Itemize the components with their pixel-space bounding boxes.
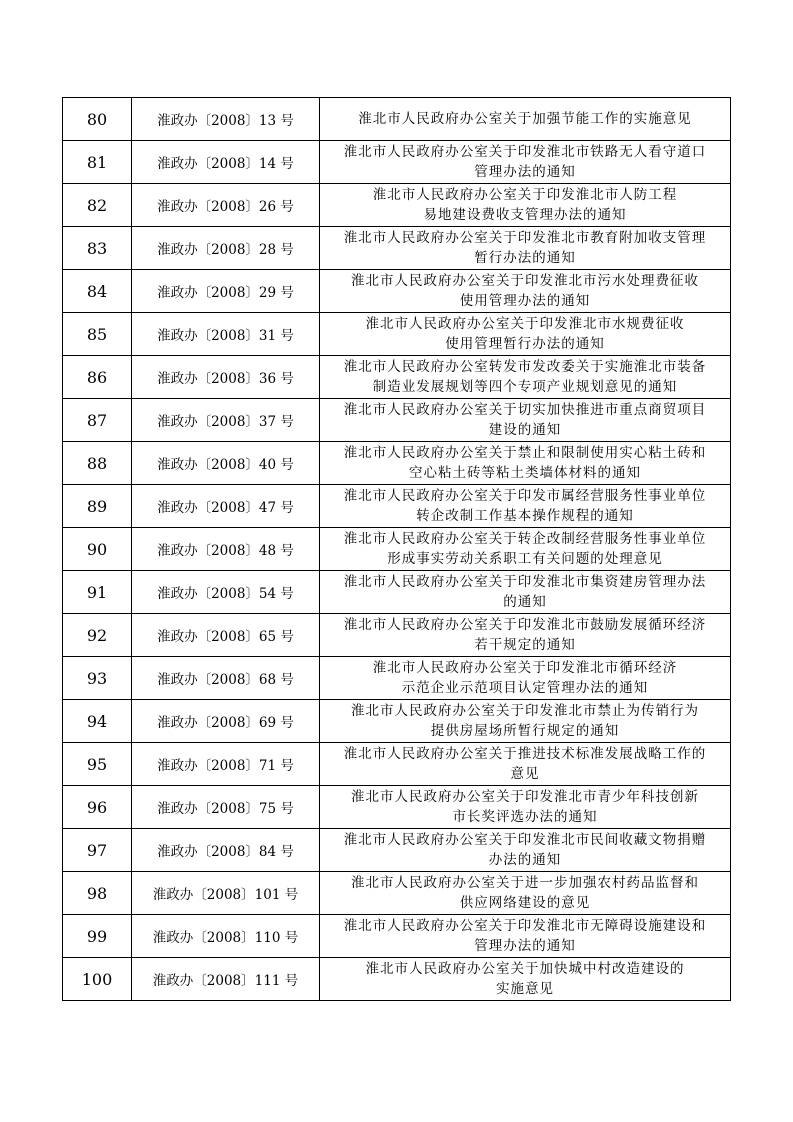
document-title-line: 办法的通知 (488, 852, 562, 868)
table-row (63, 657, 731, 700)
document-title-line: 若干规定的通知 (474, 637, 576, 653)
table-row (63, 313, 731, 356)
document-number: 淮政办〔2008〕37 号 (132, 399, 320, 442)
row-number: 93 (63, 657, 132, 700)
document-title-line: 管理办法的通知 (474, 164, 576, 180)
document-title-line: 淮北市人民政府办公室关于加快城中村改造建设的 (365, 961, 685, 977)
row-number: 98 (63, 872, 132, 915)
document-title (320, 313, 731, 356)
document-title (320, 270, 731, 313)
document-number: 淮政办〔2008〕69 号 (132, 700, 320, 743)
row-number: 95 (63, 743, 132, 786)
table-row (63, 485, 731, 528)
document-title-line: 淮北市人民政府办公室关于印发淮北市民间收藏文物捐赠 (343, 832, 707, 848)
document-title (320, 98, 731, 141)
row-number: 86 (63, 356, 132, 399)
document-number: 淮政办〔2008〕47 号 (132, 485, 320, 528)
document-title (320, 829, 731, 872)
document-title-line: 易地建设费收支管理办法的通知 (423, 207, 627, 223)
document-title (320, 571, 731, 614)
row-number: 96 (63, 786, 132, 829)
document-title-line: 示范企业示范项目认定管理办法的通知 (401, 680, 649, 696)
document-title-line: 淮北市人民政府办公室关于推进技术标准发展战略工作的 (343, 746, 707, 762)
row-number: 82 (63, 184, 132, 227)
document-title-line: 淮北市人民政府办公室关于印发淮北市水规费征收 (365, 316, 685, 332)
table-row (63, 700, 731, 743)
table-row (63, 184, 731, 227)
document-title (320, 227, 731, 270)
document-number: 淮政办〔2008〕36 号 (132, 356, 320, 399)
document-title-line: 意见 (510, 766, 540, 782)
document-title-line: 淮北市人民政府办公室关于印发淮北市人防工程 (372, 187, 678, 203)
table-row (63, 399, 731, 442)
row-number: 80 (63, 98, 132, 141)
document-title (320, 399, 731, 442)
table-row (63, 442, 731, 485)
document-title-line: 淮北市人民政府办公室关于印发淮北市污水处理费征收 (351, 273, 699, 289)
document-title-line: 淮北市人民政府办公室关于印发淮北市铁路无人看守道口 (343, 144, 707, 160)
document-title-line: 建设的通知 (488, 422, 562, 438)
document-title-line: 淮北市人民政府办公室关于切实加快推进市重点商贸项目 (343, 402, 707, 418)
table-row (63, 98, 731, 141)
document-title (320, 872, 731, 915)
row-number: 81 (63, 141, 132, 184)
document-title-line: 淮北市人民政府办公室关于印发淮北市青少年科技创新 (351, 789, 699, 805)
document-title-line: 淮北市人民政府办公室关于禁止和限制使用实心粘土砖和 (343, 445, 707, 461)
row-number: 90 (63, 528, 132, 571)
table-row (63, 915, 731, 958)
table-body (63, 98, 731, 1001)
table-row (63, 528, 731, 571)
row-number: 97 (63, 829, 132, 872)
document-number: 淮政办〔2008〕110 号 (132, 915, 320, 958)
document-title-line: 淮北市人民政府办公室关于印发淮北市循环经济 (372, 660, 678, 676)
document-title (320, 485, 731, 528)
document-number: 淮政办〔2008〕65 号 (132, 614, 320, 657)
document-number: 淮政办〔2008〕111 号 (132, 958, 320, 1001)
document-title (320, 743, 731, 786)
document-title-line: 淮北市人民政府办公室关于印发淮北市集资建房管理办法 (343, 574, 707, 590)
document-number: 淮政办〔2008〕48 号 (132, 528, 320, 571)
document-title-line: 转企改制工作基本操作规程的通知 (416, 508, 634, 524)
document-title-line: 暂行办法的通知 (474, 250, 576, 266)
row-number: 94 (63, 700, 132, 743)
document-title-line: 实施意见 (496, 981, 554, 997)
document-title-line: 淮北市人民政府办公室关于印发淮北市无障碍设施建设和 (343, 918, 707, 934)
row-number: 91 (63, 571, 132, 614)
document-title (320, 442, 731, 485)
table-row (63, 270, 731, 313)
document-title (320, 356, 731, 399)
document-title (320, 528, 731, 571)
document-title (320, 614, 731, 657)
row-number: 88 (63, 442, 132, 485)
table-row (63, 141, 731, 184)
row-number: 92 (63, 614, 132, 657)
row-number: 100 (63, 958, 132, 1001)
document-title-line: 淮北市人民政府办公室关于进一步加强农村药品监督和 (351, 875, 699, 891)
document-title-line: 制造业发展规划等四个专项产业规划意见的通知 (372, 379, 678, 395)
document-number: 淮政办〔2008〕13 号 (132, 98, 320, 141)
document-title-line: 提供房屋场所暂行规定的通知 (430, 723, 620, 739)
document-title-line: 淮北市人民政府办公室关于加强节能工作的实施意见 (358, 111, 692, 127)
document-title (320, 786, 731, 829)
document-number: 淮政办〔2008〕68 号 (132, 657, 320, 700)
document-title-line: 的通知 (503, 594, 547, 610)
document-number: 淮政办〔2008〕28 号 (132, 227, 320, 270)
document-title-line: 淮北市人民政府办公室关于印发淮北市禁止为传销行为 (351, 703, 699, 719)
document-title (320, 184, 731, 227)
document-list-table (62, 97, 731, 1001)
table-row (63, 614, 731, 657)
table-row (63, 743, 731, 786)
document-title (320, 700, 731, 743)
table-row (63, 356, 731, 399)
document-title-line: 淮北市人民政府办公室关于印发淮北市鼓励发展循环经济 (343, 617, 707, 633)
document-title (320, 657, 731, 700)
document-number: 淮政办〔2008〕54 号 (132, 571, 320, 614)
document-number: 淮政办〔2008〕75 号 (132, 786, 320, 829)
row-number: 83 (63, 227, 132, 270)
table-row (63, 786, 731, 829)
document-number: 淮政办〔2008〕40 号 (132, 442, 320, 485)
document-number: 淮政办〔2008〕26 号 (132, 184, 320, 227)
document-title (320, 141, 731, 184)
document-title-line: 使用管理办法的通知 (459, 293, 591, 309)
table-row (63, 571, 731, 614)
document-title-line: 使用管理暂行办法的通知 (445, 336, 605, 352)
document-title-line: 淮北市人民政府办公室关于转企改制经营服务性事业单位 (343, 531, 707, 547)
document-title-line: 市长奖评选办法的通知 (452, 809, 598, 825)
document-number: 淮政办〔2008〕14 号 (132, 141, 320, 184)
document-title-line: 淮北市人民政府办公室转发市发改委关于实施淮北市装备 (343, 359, 707, 375)
document-title (320, 915, 731, 958)
row-number: 84 (63, 270, 132, 313)
document-number: 淮政办〔2008〕84 号 (132, 829, 320, 872)
row-number: 99 (63, 915, 132, 958)
document-number: 淮政办〔2008〕101 号 (132, 872, 320, 915)
table-row (63, 958, 731, 1001)
row-number: 89 (63, 485, 132, 528)
document-title-line: 管理办法的通知 (474, 938, 576, 954)
table-row (63, 227, 731, 270)
document-title-line: 空心粘土砖等粘土类墙体材料的通知 (409, 465, 641, 481)
document-title-line: 供应网络建设的意见 (459, 895, 591, 911)
document-title-line: 淮北市人民政府办公室关于印发市属经营服务性事业单位 (343, 488, 707, 504)
table-row (63, 872, 731, 915)
document-title-line: 形成事实劳动关系职工有关问题的处理意见 (387, 551, 663, 567)
row-number: 85 (63, 313, 132, 356)
row-number: 87 (63, 399, 132, 442)
document-number: 淮政办〔2008〕31 号 (132, 313, 320, 356)
document-number: 淮政办〔2008〕29 号 (132, 270, 320, 313)
document-title (320, 958, 731, 1001)
document-title-line: 淮北市人民政府办公室关于印发淮北市教育附加收支管理 (343, 230, 707, 246)
document-number: 淮政办〔2008〕71 号 (132, 743, 320, 786)
table-row (63, 829, 731, 872)
